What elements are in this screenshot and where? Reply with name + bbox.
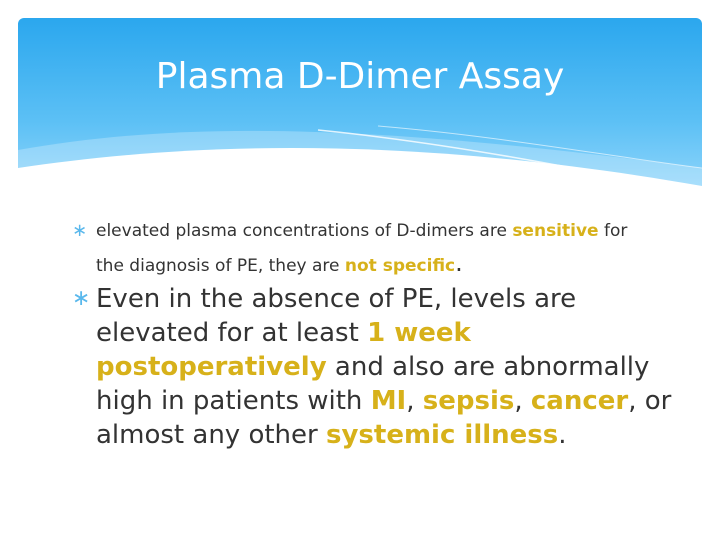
- bullet-item-elevation: [96, 282, 686, 452]
- bullet-text: ,: [406, 386, 423, 416]
- highlight-systemic-illness: systemic illness: [326, 420, 559, 450]
- slide-title: Plasma D-Dimer Assay: [155, 56, 565, 97]
- highlight-sepsis: sepsis: [422, 386, 515, 416]
- bullet-text: Even in the absence of PE, levels are elevated for at least: [96, 284, 577, 348]
- bullet-text: , or almost any other: [96, 386, 672, 450]
- bullet-text: .: [558, 420, 567, 450]
- asterisk-bullet-icon: ∗: [72, 286, 91, 311]
- highlight-1-week: 1 week postoperatively: [96, 318, 471, 382]
- bullet-text: .: [455, 249, 463, 277]
- highlight-cancer: cancer: [530, 386, 629, 416]
- bullet-text: elevated plasma concentrations of D-dimers are: [96, 221, 513, 241]
- bullet-text: ,: [514, 386, 531, 416]
- asterisk-bullet-icon: ∗: [72, 220, 88, 241]
- highlight-mi: MI: [370, 386, 407, 416]
- bullet-item-sensitivity: [96, 215, 656, 282]
- bullet-text: and also are abnormally high in patients with: [96, 352, 650, 416]
- bullet-text: for the diagnosis of PE, they are: [96, 221, 628, 276]
- highlight-not-specific: not specific: [344, 256, 456, 276]
- highlight-sensitive: sensitive: [512, 221, 599, 241]
